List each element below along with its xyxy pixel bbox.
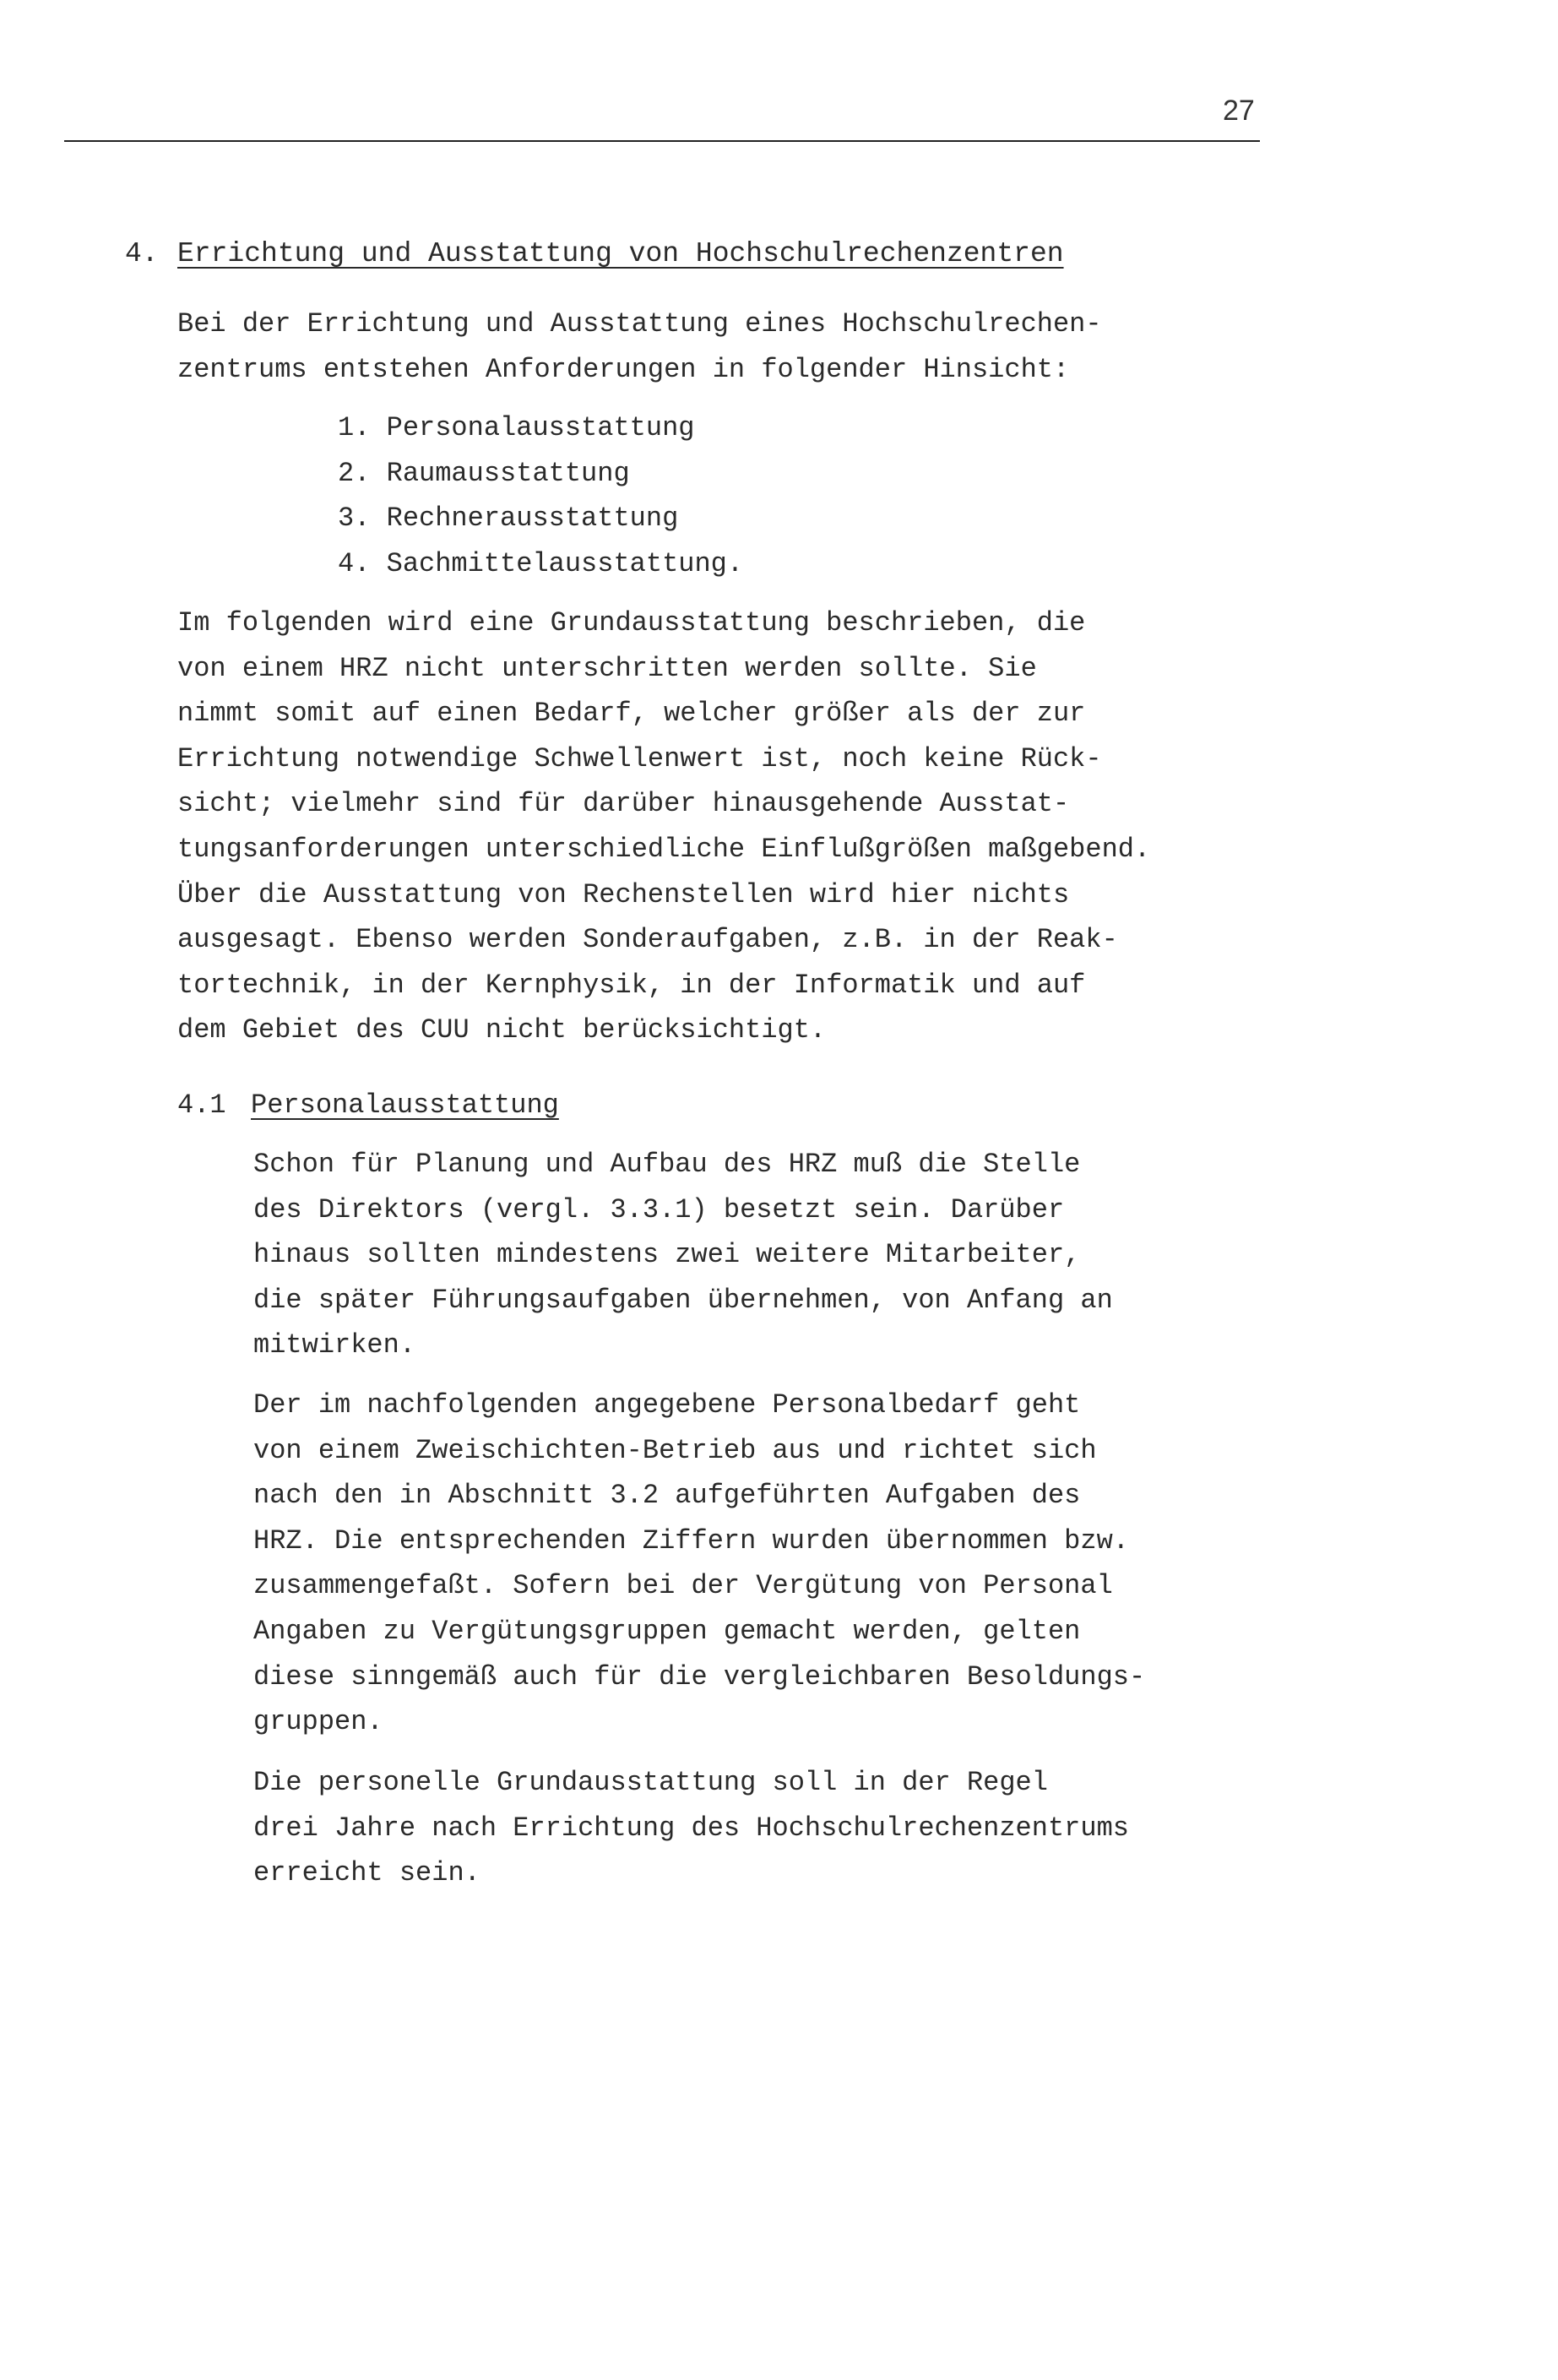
list-item: 2. Raumausstattung [338, 457, 630, 489]
subsection-paragraph: Der im nachfolgenden angegebene Personalbedarf geht von einem Zweischichten-Betrieb aus und richtet sich nach den in Abschnitt 3.2 aufgeführten Aufgaben des HRZ. Die entsprechenden Ziffern wurden übernommen bzw. zusammengefaßt. Sofern bei der Vergütung von Personal Angaben zu Vergütungsgruppen gemacht werden, gelten diese sinngemäß auch für die vergleichbaren Besoldungs- gruppen. [253, 1389, 1146, 1738]
section-intro: Bei der Errichtung und Ausstattung eines Hochschulrechen- zentrums entstehen Anforderungen in folgender Hinsicht: [177, 308, 1102, 385]
page-number: 27 [1223, 95, 1255, 127]
requirements-list [338, 405, 743, 586]
list-item: 1. Personalausstattung [338, 412, 695, 443]
list-item: 3. Rechnerausstattung [338, 503, 679, 535]
section-title: Errichtung und Ausstattung von Hochschulrechenzentren [177, 238, 1064, 269]
subsection-number: 4.1 [177, 1089, 226, 1121]
subsection-title: Personalausstattung [251, 1089, 559, 1121]
header-rule [64, 140, 1260, 142]
list-item: 4. Sachmittelausstattung. [338, 547, 744, 579]
subsection-paragraph: Die personelle Grundausstattung soll in der Regel drei Jahre nach Errichtung des Hochschulrechenzentrums erreicht sein. [253, 1767, 1129, 1889]
section-number: 4. [125, 238, 159, 269]
subsection-paragraph: Schon für Planung und Aufbau des HRZ muß die Stelle des Direktors (vergl. 3.3.1) besetzt sein. Darüber hinaus sollten mindestens zwei weitere Mitarbeiter, die später Führungsaufgaben übernehmen, von Anfang an mitwirken. [253, 1149, 1113, 1361]
section-body: Im folgenden wird eine Grundausstattung beschrieben, die von einem HRZ nicht unterschritten werden sollte. Sie nimmt somit auf einen Bedarf, welcher größer als der zur Errichtung notwendige Schwellenwert ist, noch keine Rück- sicht; vielmehr sind für darüber hinausgehende Ausstat- tungsanforderungen unterschiedliche Einflußgrößen maßgebend. Über die Ausstattung von Rechenstellen wird hier nichts ausgesagt. Ebenso werden Sonderaufgaben, z.B. in der Reak- tortechnik, in der Kernphysik, in der Informatik und auf dem Gebiet des CUU nicht berücksichtigt. [177, 607, 1151, 1046]
